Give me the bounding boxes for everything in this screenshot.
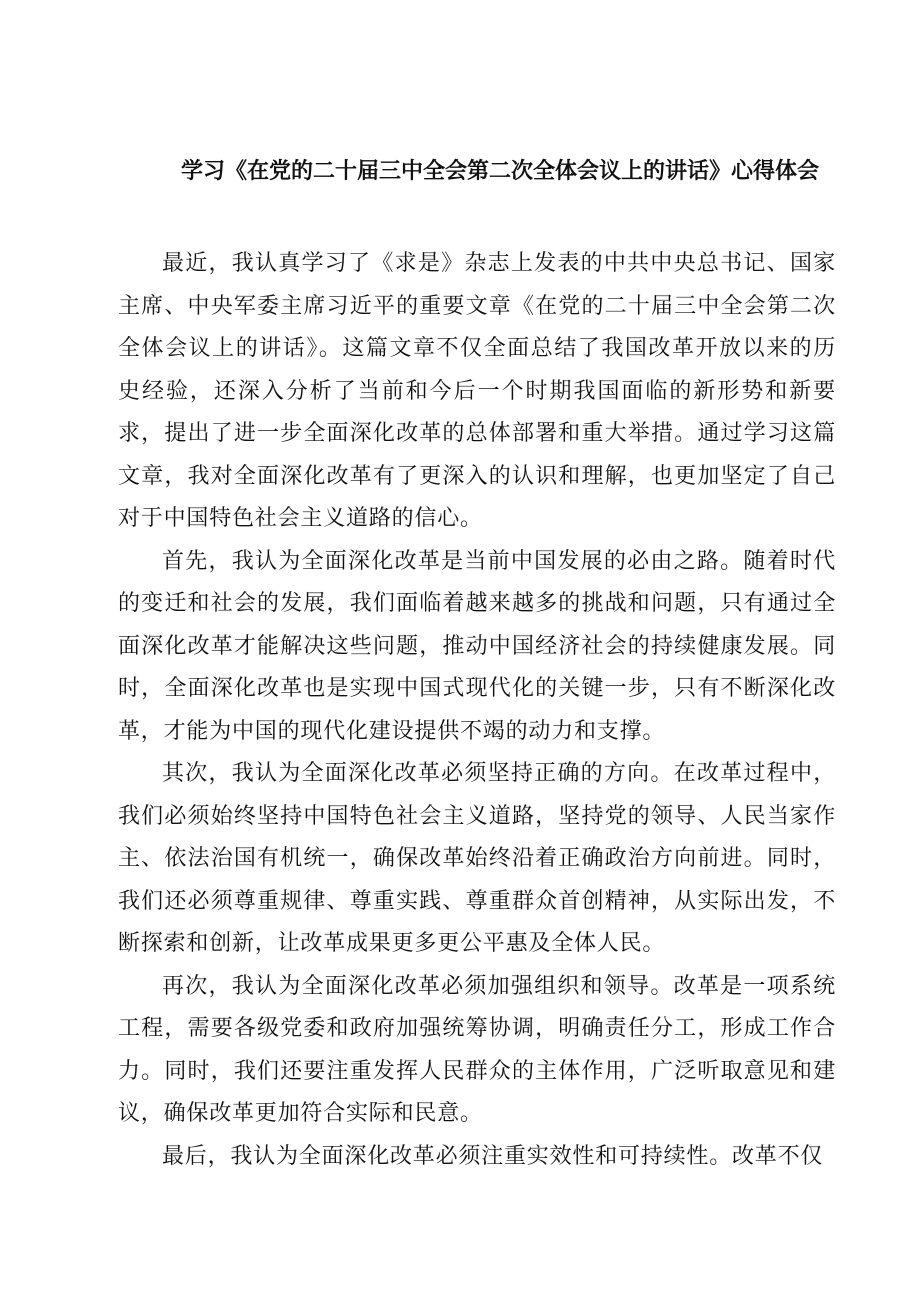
document-body (118, 243, 836, 1178)
paragraph-final-point: 最后，我认为全面深化改革必须注重实效性和可持续性。改革不仅 (162, 1143, 824, 1169)
paragraph-second-point: 其次，我认为全面深化改革必须坚持正确的方向。在改革过程中，我们必须始终坚持中国特色社会主义道路，坚持党的领导、人民当家作主、依法治国有机统一，确保改革始终沿着正确政治方向前进。同时，我们还必须尊重规律、尊重实践、尊重群众首创精神，从实际出发，不断探索和创新，让改革成果更多更公平惠及全体人民。 (118, 761, 836, 956)
paragraph-third-point: 再次，我认为全面深化改革必须加强组织和领导。改革是一项系统工程，需要各级党委和政府加强统筹协调，明确责任分工，形成工作合力。同时，我们还要注重发挥人民群众的主体作用，广泛听取意见和建议，确保改革更加符合实际和民意。 (118, 973, 836, 1126)
paragraph-first-point: 首先，我认为全面深化改革是当前中国发展的必由之路。随着时代的变迁和社会的发展，我们面临着越来越多的挑战和问题，只有通过全面深化改革才能解决这些问题，推动中国经济社会的持续健康发展。同时，全面深化改革也是实现中国式现代化的关键一步，只有不断深化改革，才能为中国的现代化建设提供不竭的动力和支撑。 (118, 548, 836, 744)
paragraph-intro: 最近，我认真学习了《求是》杂志上发表的中共中央总书记、国家主席、中央军委主席习近平的重要文章《在党的二十届三中全会第二次全体会议上的讲话》。这篇文章不仅全面总结了我国改革开放以来的历史经验，还深入分析了当前和今后一个时期我国面临的新形势和新要求，提出了进一步全面深化改革的总体部署和重大举措。通过学习这篇文章，我对全面深化改革有了更深入的认识和理解，也更加坚定了自己对于中国特色社会主义道路的信心。 (118, 251, 836, 531)
document-title: 学习《在党的二十届三中全会第二次全体会议上的讲话》心得体会 (180, 159, 819, 184)
